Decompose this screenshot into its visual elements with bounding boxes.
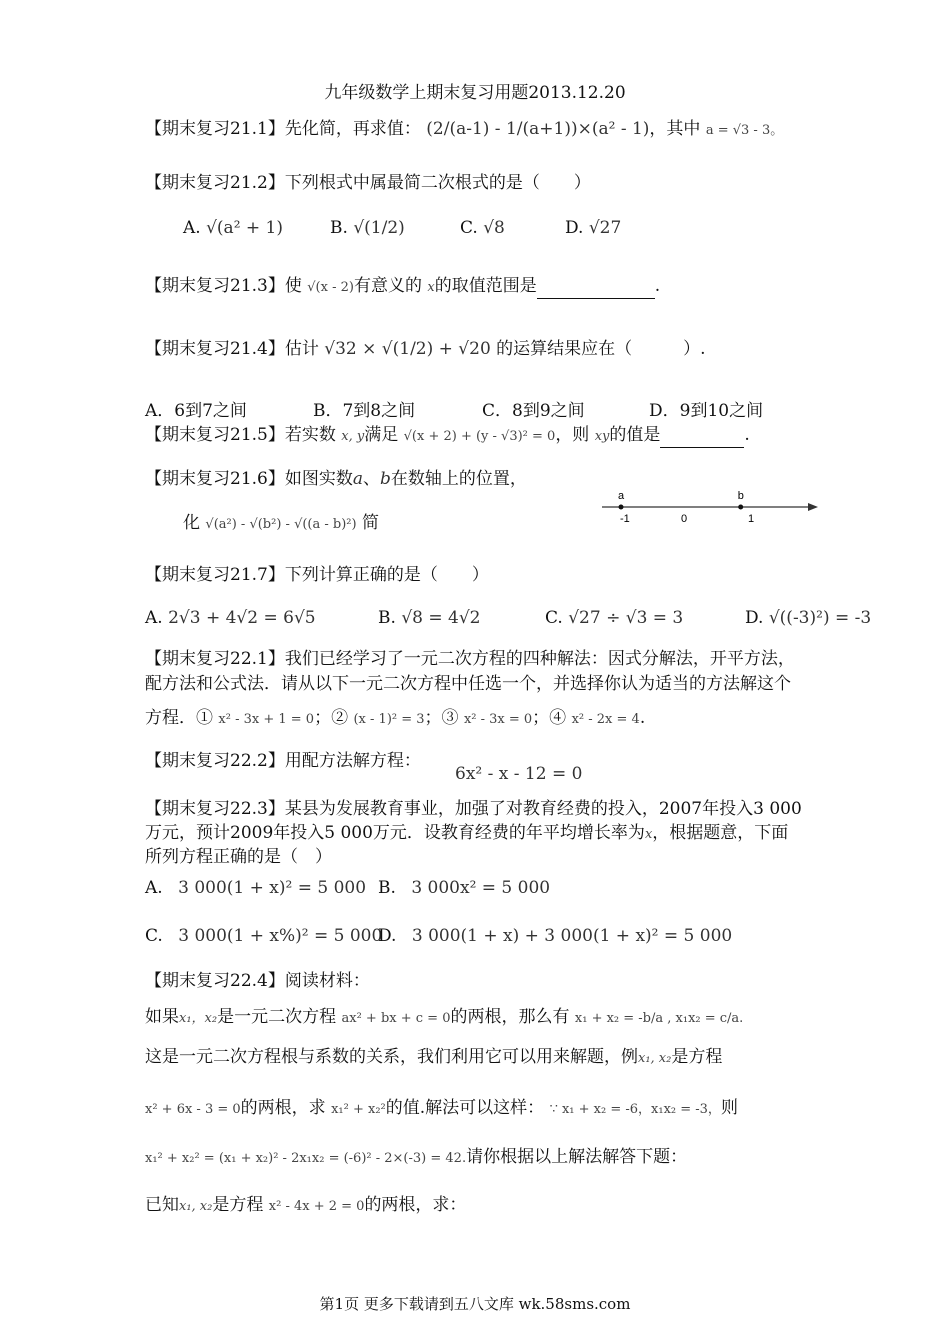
option-d: D. √27 <box>565 218 622 238</box>
question-tag: 【期末复习22.2】 <box>145 751 285 771</box>
tick-label-1: 1 <box>748 513 755 525</box>
question-21-1: 【期末复习21.1】先化简，再求值： (2/(a-1) - 1/(a+1))×(a² - 1)，其中 a = √3 - 3。 <box>145 119 784 139</box>
option-c: C. 3 000(1 + x%)² = 5 000 <box>145 926 383 946</box>
option-d: D. √((-3)²) = -3 <box>745 608 872 628</box>
option-d: D．9到10之间 <box>649 401 764 421</box>
option-b: B. 3 000x² = 5 000 <box>378 878 551 898</box>
question-22-1-line3: 方程．① x² - 3x + 1 = 0；② (x - 1)² = 3；③ x² - 3x = 0；④ x² - 2x = 4. <box>145 708 646 728</box>
option-a: A. 3 000(1 + x)² = 5 000 <box>145 878 367 898</box>
arrow-icon <box>808 503 818 511</box>
option-b: B．7到8之间 <box>313 401 416 421</box>
point-b-label: b <box>737 490 744 502</box>
question-tag: 【期末复习21.6】 <box>145 469 285 489</box>
page-footer: 第1页 更多下载请到五八文库 wk.58sms.com <box>319 1295 631 1313</box>
math-condition: a = √3 - 3。 <box>705 123 784 138</box>
question-22-2: 【期末复习22.2】用配方法解方程： <box>145 751 421 771</box>
question-tag: 【期末复习22.1】 <box>145 649 285 669</box>
question-21-5: 【期末复习21.5】若实数 x, y满足 √(x + 2) + (y - √3)² = 0，则 xy的值是 . <box>145 424 750 448</box>
equation: 6x² - x - 12 = 0 <box>455 764 583 784</box>
question-tag: 【期末复习21.1】 <box>145 119 285 139</box>
tick-label-0: 0 <box>681 513 688 525</box>
question-21-6: 【期末复习21.6】如图实数a、b在数轴上的位置， <box>145 469 527 489</box>
point-b <box>738 505 743 510</box>
page-title: 九年级数学上期末复习用题2013.12.20 <box>324 83 626 103</box>
answer-blank <box>660 429 744 448</box>
question-22-3-line2: 万元，预计2009年投入5 000万元．设教育经费的年平均增长率为x，根据题意，下面 <box>145 823 789 843</box>
question-22-1: 【期末复习22.1】我们已经学习了一元二次方程的四种解法：因式分解法，开平方法， <box>145 649 795 669</box>
question-21-6-expr: 化 √(a²) - √(b²) - √((a - b)²) 简 <box>183 513 379 533</box>
question-21-7: 【期末复习21.7】下列计算正确的是（ ） <box>145 565 489 585</box>
option-b: B. √(1/2) <box>330 218 405 238</box>
math-expression: √32 × √(1/2) + √20 <box>324 339 491 359</box>
question-22-4: 【期末复习22.4】阅读材料： <box>145 971 370 991</box>
material-line-5: 已知x₁, x₂是方程 x² - 4x + 2 = 0的两根，求： <box>145 1195 467 1215</box>
material-line-2: 这是一元二次方程根与系数的关系，我们利用它可以用来解题，例x₁, x₂是方程 <box>145 1047 723 1067</box>
material-line-4: x₁² + x₂² = (x₁ + x₂)² - 2x₁x₂ = (-6)² - 2×(-3) = 42.请你根据以上解法解答下题： <box>145 1147 688 1167</box>
point-a <box>619 505 624 510</box>
question-tag: 【期末复习21.7】 <box>145 565 285 585</box>
answer-blank <box>537 280 655 299</box>
material-line-3: x² + 6x - 3 = 0的两根，求 x₁² + x₂²的值.解法可以这样： ∵ x₁ + x₂ = -6，x₁x₂ = -3，则 <box>145 1098 738 1118</box>
question-21-2: 【期末复习21.2】下列根式中属最简二次根式的是（ ） <box>145 173 591 193</box>
question-tag: 【期末复习21.4】 <box>145 339 285 359</box>
question-22-1-line2: 配方法和公式法．请从以下一元二次方程中任选一个，并选择你认为适当的方法解这个 <box>145 674 791 694</box>
option-a: A. √(a² + 1) <box>183 218 284 238</box>
tick-label-neg1: -1 <box>620 513 630 525</box>
question-22-3: 【期末复习22.3】某县为发展教育事业，加强了对教育经费的投入，2007年投入3 000 <box>145 799 802 819</box>
math-expression: (2/(a-1) - 1/(a+1))×(a² - 1) <box>426 119 650 139</box>
question-tag: 【期末复习21.2】 <box>145 173 285 193</box>
question-21-4: 【期末复习21.4】估计 √32 × √(1/2) + √20 的运算结果应在（ ）. <box>145 339 706 359</box>
number-line <box>598 488 823 528</box>
question-tag: 【期末复习21.5】 <box>145 425 285 445</box>
question-tag: 【期末复习22.4】 <box>145 971 285 991</box>
option-c: C．8到9之间 <box>482 401 585 421</box>
option-d: D. 3 000(1 + x) + 3 000(1 + x)² = 5 000 <box>378 926 733 946</box>
option-c: C. √27 ÷ √3 = 3 <box>545 608 684 628</box>
option-b: B. √8 = 4√2 <box>378 608 481 628</box>
option-a: A. 2√3 + 4√2 = 6√5 <box>145 608 316 628</box>
option-a: A．6到7之间 <box>145 401 247 421</box>
question-22-3-line3: 所列方程正确的是（ ） <box>145 847 332 867</box>
question-tag: 【期末复习22.3】 <box>145 799 285 819</box>
question-tag: 【期末复习21.3】 <box>145 276 285 296</box>
material-line-1: 如果x₁，x₂是一元二次方程 ax² + bx + c = 0的两根，那么有 x₁ + x₂ = -b/a , x₁x₂ = c/a. <box>145 1007 744 1027</box>
point-a-label: a <box>618 490 625 502</box>
option-c: C. √8 <box>460 218 505 238</box>
question-21-3: 【期末复习21.3】使 √(x - 2)有意义的 x的取值范围是 . <box>145 275 660 299</box>
